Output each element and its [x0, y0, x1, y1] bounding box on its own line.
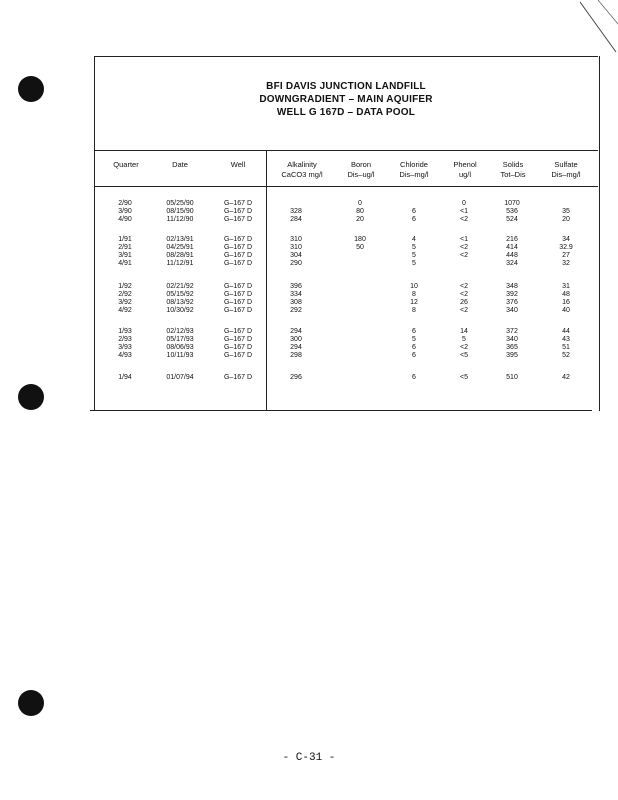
cell-phenol: <2 — [460, 307, 468, 314]
table-title — [94, 80, 598, 119]
cell-quarter: 1/94 — [118, 374, 132, 381]
cell-well: G–167 D — [223, 328, 253, 335]
cell-phenol: <5 — [460, 374, 468, 381]
cell-solids: 376 — [506, 299, 518, 306]
cell-sulfate: 43 — [562, 336, 570, 343]
cell-well: G–167 D — [223, 291, 253, 298]
cell-sulfate: 32.9 — [559, 244, 573, 251]
title-divider-rule — [94, 150, 598, 151]
table-row — [0, 208, 618, 216]
cell-date: 05/25/90 — [166, 200, 194, 207]
cell-date: 10/11/93 — [166, 352, 194, 359]
cell-phenol: <2 — [460, 216, 468, 223]
cell-well: G–167 D — [223, 244, 253, 251]
table-row — [0, 200, 618, 208]
cell-solids: 365 — [506, 344, 518, 351]
cell-solids: 524 — [506, 216, 518, 223]
cell-boron: 180 — [354, 236, 366, 243]
cell-date: 01/07/94 — [166, 374, 194, 381]
cell-boron: 80 — [356, 208, 364, 215]
title-line-2: DOWNGRADIENT – MAIN AQUIFER — [259, 94, 433, 105]
cell-sulfate: 48 — [562, 291, 570, 298]
binder-hole-middle — [18, 384, 44, 410]
cell-date: 10/30/92 — [166, 307, 194, 314]
cell-solids: 414 — [506, 244, 518, 251]
table-row — [0, 307, 618, 315]
cell-sulfate: 32 — [562, 260, 570, 267]
cell-well: G–167 D — [223, 208, 253, 215]
cell-alkalinity: 298 — [290, 352, 302, 359]
cell-quarter: 4/90 — [118, 216, 132, 223]
cell-quarter: 3/91 — [118, 252, 132, 259]
page-number: - C-31 - — [282, 752, 336, 764]
cell-phenol: <1 — [460, 208, 468, 215]
table-row — [0, 283, 618, 291]
cell-chloride: 6 — [412, 208, 416, 215]
title-line-3: WELL G 167D – DATA POOL — [276, 107, 416, 118]
table-row — [0, 299, 618, 307]
cell-well: G–167 D — [223, 336, 253, 343]
table-row — [0, 352, 618, 360]
cell-phenol: 14 — [460, 328, 468, 335]
cell-alkalinity: 294 — [290, 344, 302, 351]
cell-chloride: 12 — [410, 299, 418, 306]
cell-alkalinity: 310 — [290, 236, 302, 243]
cell-alkalinity: 328 — [290, 208, 302, 215]
cell-quarter: 1/92 — [118, 283, 132, 290]
table-row — [0, 216, 618, 224]
cell-sulfate: 35 — [562, 208, 570, 215]
table-row — [0, 336, 618, 344]
cell-alkalinity: 304 — [290, 252, 302, 259]
cell-alkalinity: 310 — [290, 244, 302, 251]
cell-sulfate: 20 — [562, 216, 570, 223]
cell-chloride: 5 — [412, 260, 416, 267]
cell-alkalinity: 334 — [290, 291, 302, 298]
cell-date: 04/25/91 — [166, 244, 194, 251]
cell-phenol: <1 — [460, 236, 468, 243]
cell-sulfate: 27 — [562, 252, 570, 259]
table-row — [0, 291, 618, 299]
cell-solids: 1070 — [504, 200, 520, 207]
cell-date: 02/12/93 — [166, 328, 194, 335]
cell-solids: 216 — [506, 236, 518, 243]
cell-sulfate: 31 — [562, 283, 570, 290]
cell-chloride: 6 — [412, 328, 416, 335]
title-line-1: BFI DAVIS JUNCTION LANDFILL — [266, 81, 426, 92]
cell-solids: 536 — [506, 208, 518, 215]
cell-well: G–167 D — [223, 299, 253, 306]
cell-well: G–167 D — [223, 283, 253, 290]
column-header-date: Date — [172, 160, 188, 169]
table-row — [0, 328, 618, 336]
cell-date: 05/15/92 — [166, 291, 194, 298]
column-header-well: Well — [230, 160, 246, 169]
cell-chloride: 6 — [412, 216, 416, 223]
table-row — [0, 252, 618, 260]
cell-quarter: 3/92 — [118, 299, 132, 306]
cell-quarter: 1/93 — [118, 328, 132, 335]
column-header-rule — [94, 186, 598, 187]
cell-alkalinity: 296 — [290, 374, 302, 381]
cell-date: 05/17/93 — [166, 336, 194, 343]
cell-alkalinity: 396 — [290, 283, 302, 290]
cell-phenol: <2 — [460, 283, 468, 290]
cell-chloride: 10 — [410, 283, 418, 290]
cell-alkalinity: 292 — [290, 307, 302, 314]
cell-sulfate: 51 — [562, 344, 570, 351]
cell-chloride: 6 — [412, 352, 416, 359]
cell-phenol: 0 — [462, 200, 466, 207]
cell-phenol: <2 — [460, 252, 468, 259]
column-header-solids: Solids Tot–Dis — [500, 160, 526, 179]
column-header-boron: Boron Dis–ug/l — [347, 160, 375, 179]
column-header-sulfate: Sulfate Dis–mg/l — [551, 160, 581, 179]
cell-chloride: 5 — [412, 336, 416, 343]
cell-date: 02/13/91 — [166, 236, 194, 243]
cell-boron: 50 — [356, 244, 364, 251]
cell-well: G–167 D — [223, 374, 253, 381]
binder-hole-top — [18, 76, 44, 102]
cell-chloride: 5 — [412, 252, 416, 259]
table-row — [0, 244, 618, 252]
cell-boron: 0 — [358, 200, 362, 207]
cell-solids: 340 — [506, 307, 518, 314]
cell-chloride: 5 — [412, 244, 416, 251]
cell-quarter: 1/91 — [118, 236, 132, 243]
cell-date: 11/12/91 — [166, 260, 194, 267]
cell-chloride: 6 — [412, 344, 416, 351]
cell-solids: 348 — [506, 283, 518, 290]
cell-sulfate: 52 — [562, 352, 570, 359]
cell-date: 02/21/92 — [166, 283, 194, 290]
table-bottom-rule — [90, 410, 592, 411]
cell-sulfate: 16 — [562, 299, 570, 306]
cell-quarter: 3/93 — [118, 344, 132, 351]
cell-quarter: 4/92 — [118, 307, 132, 314]
cell-solids: 392 — [506, 291, 518, 298]
cell-chloride: 6 — [412, 374, 416, 381]
cell-quarter: 2/90 — [118, 200, 132, 207]
cell-well: G–167 D — [223, 216, 253, 223]
cell-well: G–167 D — [223, 236, 253, 243]
cell-sulfate: 34 — [562, 236, 570, 243]
cell-well: G–167 D — [223, 352, 253, 359]
cell-date: 11/12/90 — [166, 216, 194, 223]
table-top-rule — [94, 56, 598, 57]
cell-phenol: <2 — [460, 291, 468, 298]
cell-date: 08/13/92 — [166, 299, 194, 306]
cell-alkalinity: 294 — [290, 328, 302, 335]
cell-phenol: <2 — [460, 244, 468, 251]
column-header-phenol: Phenol ug/l — [453, 160, 477, 179]
cell-sulfate: 40 — [562, 307, 570, 314]
cell-chloride: 8 — [412, 291, 416, 298]
cell-boron: 20 — [356, 216, 364, 223]
cell-quarter: 4/93 — [118, 352, 132, 359]
cell-phenol: <5 — [460, 352, 468, 359]
cell-quarter: 2/93 — [118, 336, 132, 343]
column-divider — [266, 150, 267, 410]
cell-quarter: 3/90 — [118, 208, 132, 215]
table-row — [0, 236, 618, 244]
binder-hole-bottom — [18, 690, 44, 716]
cell-solids: 510 — [506, 374, 518, 381]
cell-sulfate: 42 — [562, 374, 570, 381]
column-header-chloride: Chloride Dis–mg/l — [399, 160, 429, 179]
cell-well: G–167 D — [223, 344, 253, 351]
cell-date: 08/06/93 — [166, 344, 194, 351]
cell-quarter: 2/92 — [118, 291, 132, 298]
cell-solids: 395 — [506, 352, 518, 359]
column-header-quarter: Quarter — [113, 160, 139, 169]
table-row — [0, 260, 618, 268]
cell-phenol: 5 — [462, 336, 466, 343]
cell-sulfate: 44 — [562, 328, 570, 335]
cell-well: G–167 D — [223, 200, 253, 207]
cell-alkalinity: 308 — [290, 299, 302, 306]
cell-alkalinity: 290 — [290, 260, 302, 267]
cell-alkalinity: 300 — [290, 336, 302, 343]
cell-chloride: 8 — [412, 307, 416, 314]
cell-well: G–167 D — [223, 252, 253, 259]
table-row — [0, 344, 618, 352]
cell-solids: 372 — [506, 328, 518, 335]
page-corner-fold — [558, 0, 618, 60]
cell-date: 08/15/90 — [166, 208, 194, 215]
cell-alkalinity: 284 — [290, 216, 302, 223]
table-row — [0, 374, 618, 382]
cell-solids: 448 — [506, 252, 518, 259]
cell-well: G–167 D — [223, 260, 253, 267]
cell-solids: 340 — [506, 336, 518, 343]
cell-well: G–167 D — [223, 307, 253, 314]
cell-date: 08/28/91 — [166, 252, 194, 259]
cell-phenol: <2 — [460, 344, 468, 351]
cell-solids: 324 — [506, 260, 518, 267]
cell-quarter: 4/91 — [118, 260, 132, 267]
cell-quarter: 2/91 — [118, 244, 132, 251]
cell-chloride: 4 — [412, 236, 416, 243]
column-header-alkalinity: Alkalinity CaCO3 mg/l — [281, 160, 323, 179]
cell-phenol: 26 — [460, 299, 468, 306]
